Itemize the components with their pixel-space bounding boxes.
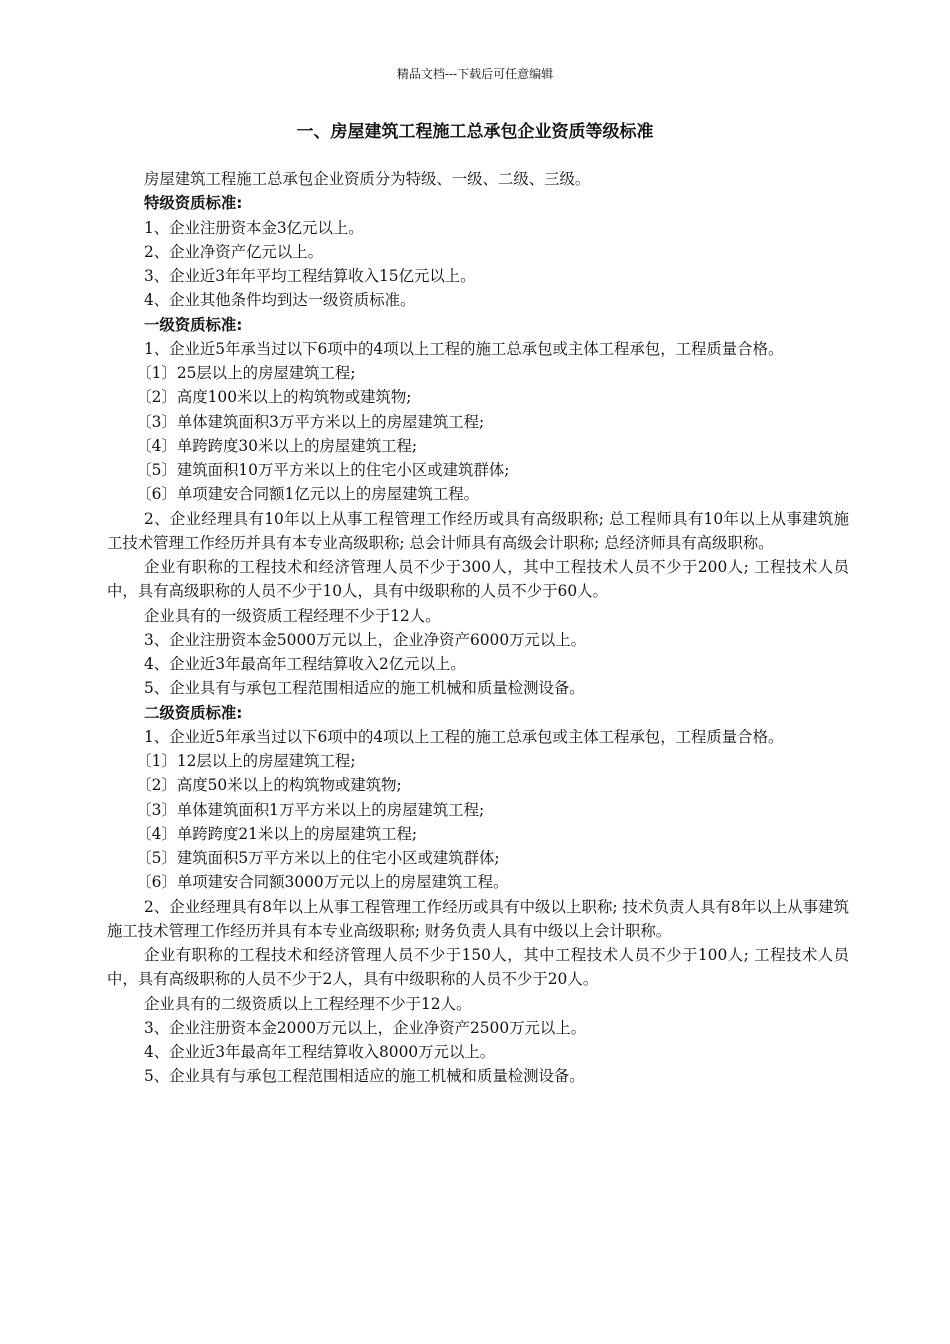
list-item: 〔1〕25层以上的房屋建筑工程; (136, 364, 356, 382)
paragraph: 4、企业其他条件均到达一级资质标准。 (143, 291, 416, 310)
paragraph: 1、企业近5年承当过以下6项中的4项以上工程的施工总承包或主体工程承包，工程质量合格。 (143, 727, 784, 746)
list-item: 〔4〕单跨跨度30米以上的房屋建筑工程; (136, 436, 418, 455)
list-item: 〔3〕单体建筑面积3万平方米以上的房屋建筑工程; (136, 412, 485, 431)
paragraph: 企业具有的一级资质工程经理不少于12人。 (143, 606, 441, 625)
paragraph: 1、企业近5年承当过以下6项中的4项以上工程的施工总承包或主体工程承包，工程质量合格。 (143, 339, 784, 358)
document-title: 一、房屋建筑工程施工总承包企业资质等级标准 (296, 122, 654, 142)
paragraph: 4、企业近3年最高年工程结算收入8000万元以上。 (143, 1043, 496, 1061)
list-item: 〔3〕单体建筑面积1万平方米以上的房屋建筑工程; (136, 800, 485, 819)
list-item: 〔6〕单项建安合同额3000万元以上的房屋建筑工程。 (136, 873, 509, 892)
paragraph: 5、企业具有与承包工程范围相适应的施工机械和质量检测设备。 (143, 679, 585, 698)
paragraph: 2、企业净资产亿元以上。 (143, 242, 324, 261)
list-item: 〔2〕高度50米以上的构筑物或建筑物; (136, 776, 402, 795)
paragraph: 3、企业注册资本金5000万元以上，企业净资产6000万元以上。 (143, 630, 587, 649)
paragraph: 房屋建筑工程施工总承包企业资质分为特级、一级、二级、三级。 (143, 170, 591, 188)
list-item: 〔5〕建筑面积10万平方米以上的住宅小区或建筑群体; (136, 461, 510, 479)
paragraph: 2、企业经理具有10年以上从事工程管理工作经历或具有高级职称; 总工程师具有10年以上从事建筑施工技术管理工作经历并具有本专业高级职称; 总会计师具有高级会计职称; 总经济师具有高级职称。 (107, 509, 849, 552)
paragraph: 企业具有的二级资质以上工程经理不少于12人。 (143, 994, 472, 1013)
section-heading: 一级资质标准: (143, 315, 243, 334)
document-body (107, 167, 849, 1089)
paragraph: 1、企业注册资本金3亿元以上。 (143, 218, 364, 237)
section-heading: 特级资质标准: (143, 194, 243, 213)
paragraph: 3、企业注册资本金2000万元以上，企业净资产2500万元以上。 (143, 1018, 587, 1037)
paragraph: 3、企业近3年年平均工程结算收入15亿元以上。 (143, 267, 476, 285)
paragraph: 企业有职称的工程技术和经济管理人员不少于150人，其中工程技术人员不少于100人; 工程技术人员中，具有高级职称的人员不少于2人，具有中级职称的人员不少于20人。 (107, 946, 849, 989)
list-item: 〔2〕高度100米以上的构筑物或建筑物; (136, 388, 412, 407)
list-item: 〔4〕单跨跨度21米以上的房屋建筑工程; (136, 824, 418, 843)
paragraph: 5、企业具有与承包工程范围相适应的施工机械和质量检测设备。 (143, 1067, 585, 1086)
page-header: 精品文档---下载后可任意编辑 (396, 67, 554, 81)
paragraph: 2、企业经理具有8年以上从事工程管理工作经历或具有中级以上职称; 技术负责人具有8年以上从事建筑施工技术管理工作经历并具有本专业高级职称; 财务负责人具有中级以上会计职称。 (107, 897, 849, 940)
list-item: 〔1〕12层以上的房屋建筑工程; (136, 752, 356, 770)
paragraph: 4、企业近3年最高年工程结算收入2亿元以上。 (143, 655, 466, 673)
list-item: 〔6〕单项建安合同额1亿元以上的房屋建筑工程。 (136, 485, 480, 504)
section-heading: 二级资质标准: (143, 703, 243, 722)
paragraph: 企业有职称的工程技术和经济管理人员不少于300人，其中工程技术人员不少于200人; 工程技术人员中，具有高级职称的人员不少于10人，具有中级职称的人员不少于60人。 (107, 558, 849, 601)
list-item: 〔5〕建筑面积5万平方米以上的住宅小区或建筑群体; (136, 849, 500, 867)
